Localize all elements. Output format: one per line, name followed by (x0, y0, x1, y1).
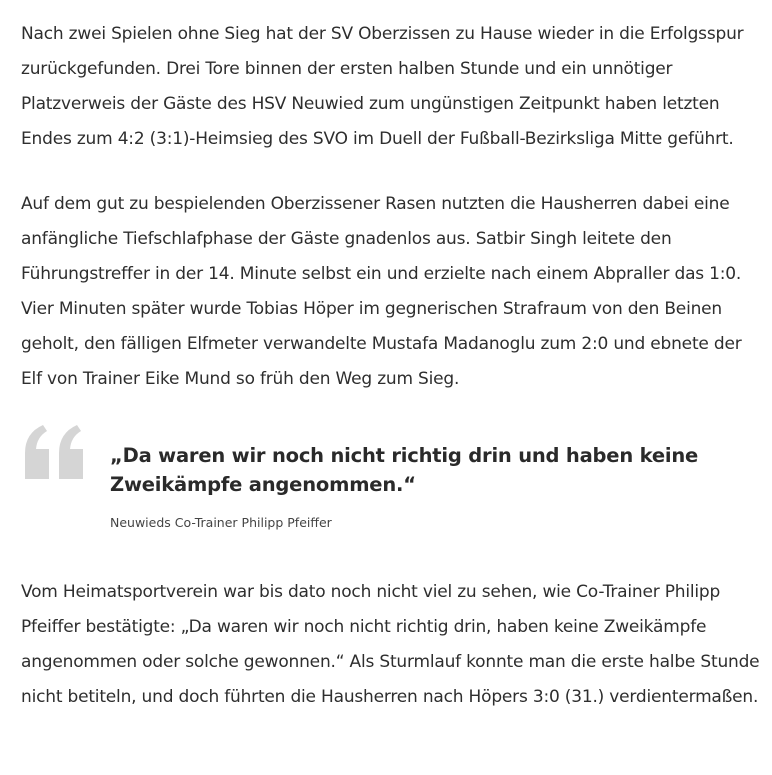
article-paragraph: Nach zwei Spielen ohne Sieg hat der SV Oberzissen zu Hause wieder in die Erfolgsspur zurückgefunden. Drei Tore binnen der ersten halben Stunde und ein unnötiger Platzverweis der Gäste des HSV Neuwied zum ungünstigen Zeitpunkt haben letzten Endes zum 4:2 (3:1)-Heimsieg des SVO im Duell der Fußball-Bezirksliga Mitte geführt. (21, 24, 744, 149)
quote-source: Neuwieds Co-Trainer Philipp Pfeiffer (110, 515, 332, 530)
quote-text: „Da waren wir noch nicht richtig drin und haben keine Zweikämpfe angenommen.“ (110, 444, 699, 496)
pull-quote (21, 425, 761, 575)
article-paragraph: Vom Heimatsportverein war bis dato noch nicht viel zu sehen, wie Co-Trainer Philipp Pfeiffer bestätigte: „Da waren wir noch nicht richtig drin, haben keine Zweikämpfe angenommen oder solche gewonnen.“ Als Sturmlauf konnte man die erste halbe Stunde nicht betiteln, und doch führten die Hausherren nach Höpers 3:0 (31.) verdientermaßen. (21, 582, 760, 707)
quote-icon (21, 419, 91, 483)
article-body (21, 17, 761, 715)
article-paragraph: Auf dem gut zu bespielenden Oberzissener Rasen nutzten die Hausherren dabei eine anfängliche Tiefschlafphase der Gäste gnadenlos aus. Satbir Singh leitete den Führungstreffer in der 14. Minute selbst ein und erzielte nach einem Abpraller das 1:0. Vier Minuten später wurde Tobias Höper im gegnerischen Strafraum von den Beinen geholt, den fälligen Elfmeter verwandelte Mustafa Madanoglu zum 2:0 und ebnete der Elf von Trainer Eike Mund so früh den Weg zum Sieg. (21, 194, 742, 389)
